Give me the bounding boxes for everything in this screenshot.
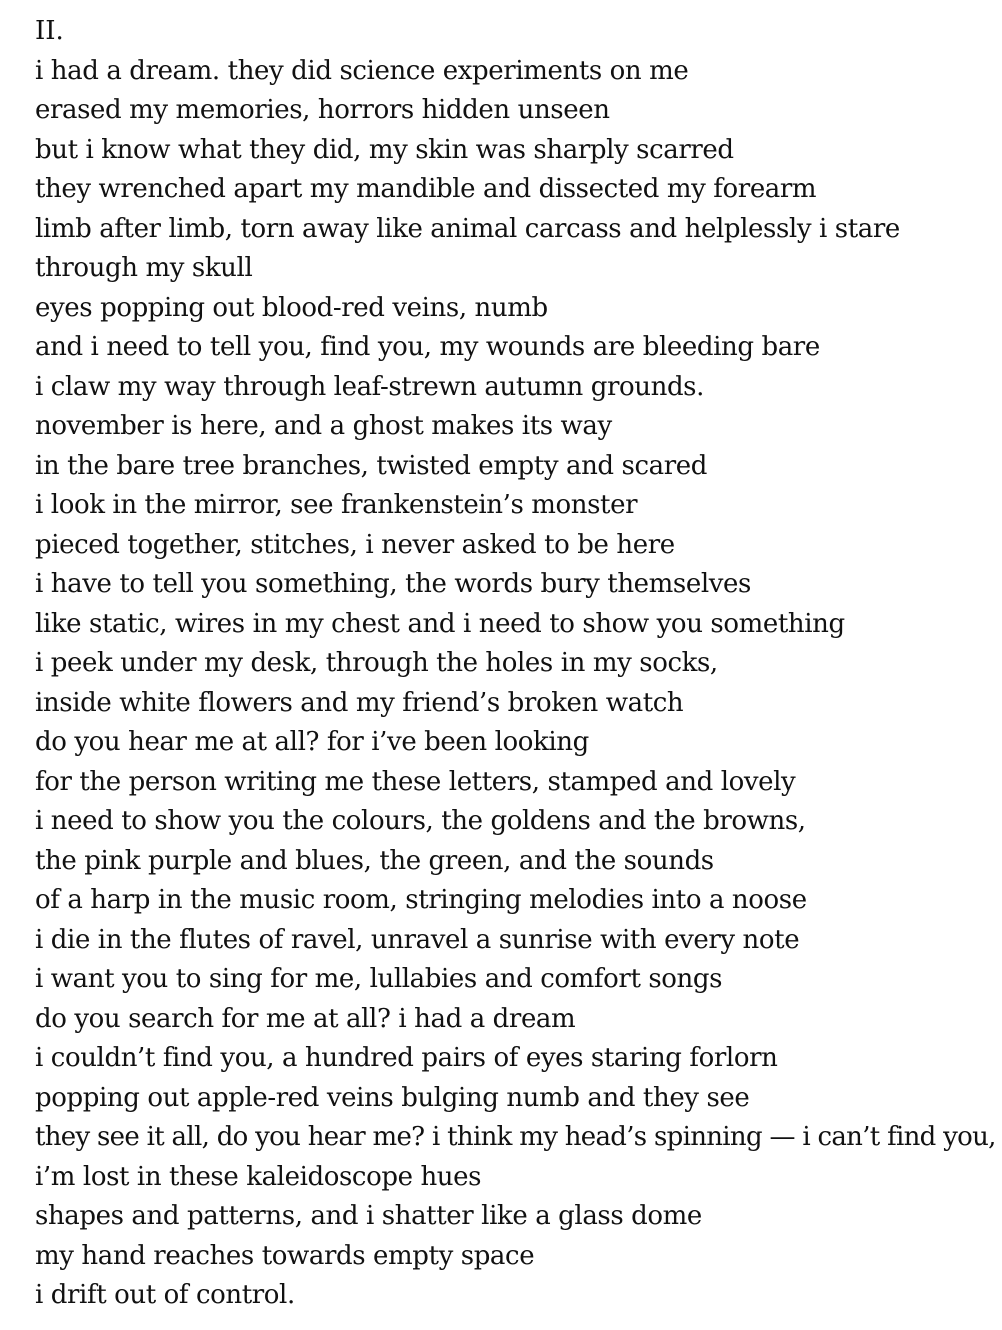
poem-line: shapes and patterns, and i shatter like a glass dome — [35, 1201, 702, 1231]
poem-line: for the person writing me these letters, stamped and lovely — [35, 766, 796, 797]
poem-line: i need to show you the colours, the goldens and the browns, — [35, 806, 806, 836]
poem-line: through my skull — [35, 253, 253, 283]
poem-line: of a harp in the music room, stringing melodies into a noose — [35, 885, 807, 915]
poem-line: i’m lost in these kaleidoscope hues — [35, 1161, 482, 1192]
poem-line: i peek under my desk, through the holes in my socks, — [35, 648, 718, 678]
poem-line: november is here, and a ghost makes its way — [35, 411, 612, 441]
poem-line: but i know what they did, my skin was sharply scarred — [35, 134, 734, 165]
poem-line: they see it all, do you hear me? i think my head’s spinning — i can’t find you, — [35, 1122, 996, 1152]
poem-line: they wrenched apart my mandible and dissected my forearm — [35, 174, 817, 204]
section-heading: II. — [35, 16, 64, 46]
poem-line: the pink purple and blues, the green, and the sounds — [35, 845, 714, 876]
poem-line: i had a dream. they did science experiments on me — [35, 55, 689, 86]
poem-line: like static, wires in my chest and i need to show you something — [35, 608, 845, 639]
poem-line: i have to tell you something, the words bury themselves — [35, 569, 751, 599]
poem-line: limb after limb, torn away like animal carcass and helplessly i stare — [35, 213, 900, 244]
poem-line: i couldn’t find you, a hundred pairs of eyes staring forlorn — [35, 1043, 778, 1073]
poem-line: and i need to tell you, find you, my wounds are bleeding bare — [35, 332, 820, 362]
poem-line: i drift out of control. — [35, 1280, 295, 1310]
poem-line: inside white flowers and my friend’s broken watch — [35, 687, 684, 718]
poem-line: do you hear me at all? for i’ve been looking — [35, 727, 589, 757]
poem-line: popping out apple-red veins bulging numb and they see — [35, 1082, 750, 1113]
poem-line: do you search for me at all? i had a dream — [35, 1003, 576, 1034]
poem-line: i want you to sing for me, lullabies and comfort songs — [35, 964, 723, 994]
poem-line: eyes popping out blood-red veins, numb — [35, 292, 548, 323]
poem-text — [35, 12, 995, 1316]
poem-line: my hand reaches towards empty space — [35, 1240, 535, 1271]
poem-line: pieced together, stitches, i never asked to be here — [35, 529, 675, 560]
poem-line: i look in the mirror, see frankenstein’s monster — [35, 490, 638, 520]
poem-line: in the bare tree branches, twisted empty and scared — [35, 450, 708, 481]
poem-line: i claw my way through leaf-strewn autumn grounds. — [35, 371, 704, 402]
poem-line: erased my memories, horrors hidden unseen — [35, 95, 610, 125]
poem-line: i die in the flutes of ravel, unravel a sunrise with every note — [35, 924, 800, 955]
